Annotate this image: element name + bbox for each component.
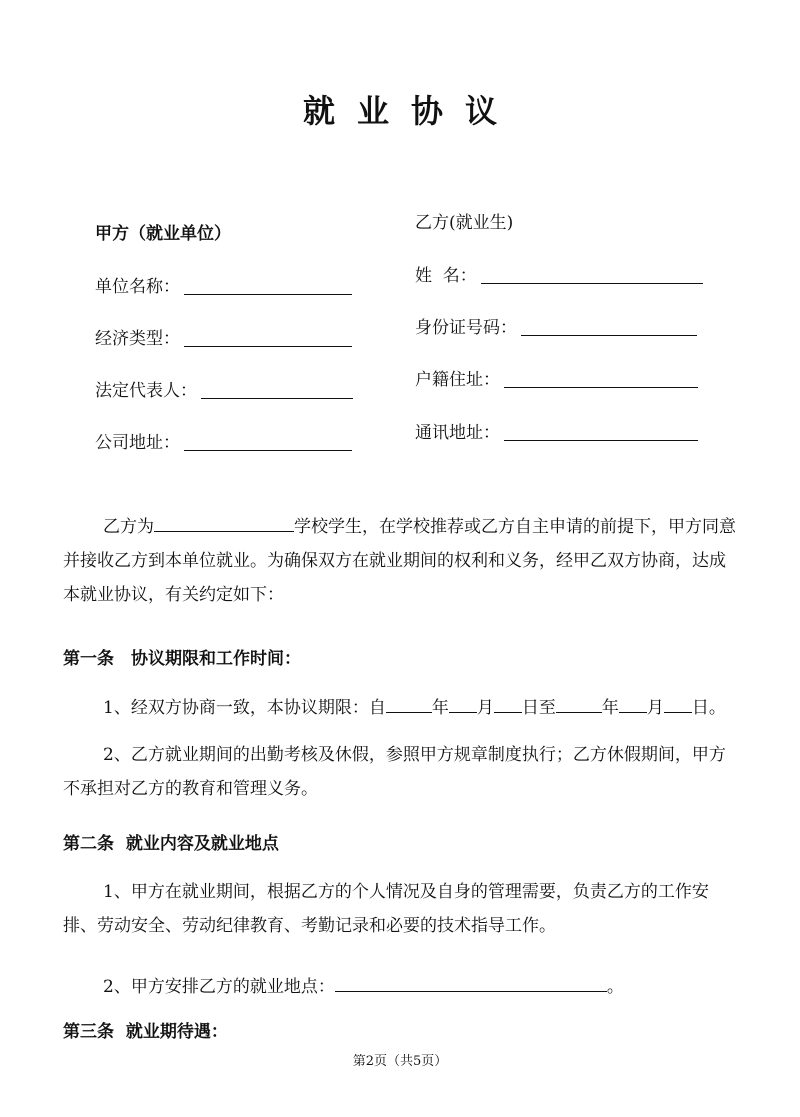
- party-a-address-field: [95, 432, 352, 454]
- party-b-household-field: [415, 369, 698, 391]
- article-2-clause-1: 1、甲方在就业期间，根据乙方的个人情况及自身的管理需要，负责乙方的工作安排、劳动安全、劳动纪律教育、考勤记录和必要的技术指导工作。: [63, 882, 709, 936]
- name-blank[interactable]: [481, 265, 703, 284]
- day-label: 日。: [691, 698, 726, 718]
- legal-rep-blank[interactable]: [201, 380, 353, 399]
- party-a-legal-rep-field: [95, 380, 353, 402]
- article-2-clause-2: [103, 973, 624, 998]
- end-month-blank[interactable]: [619, 694, 647, 713]
- start-year-blank[interactable]: [386, 694, 432, 713]
- article-2-heading: 第二条 就业内容及就业地点: [63, 834, 279, 854]
- article-1-heading: 第一条 协议期限和工作时间：: [63, 649, 301, 669]
- article-1-clause-2: 2、乙方就业期间的出勤考核及休假，参照甲方规章制度执行；乙方休假期间，甲方不承担对乙方的教育和管理义务。: [63, 745, 726, 799]
- field-label: 法定代表人：: [95, 381, 197, 401]
- work-location-blank[interactable]: [335, 973, 607, 992]
- party-a-heading: 甲方（就业单位）: [95, 224, 231, 244]
- intro-paragraph: [63, 510, 740, 612]
- month-label: 月: [646, 698, 664, 718]
- field-label: 公司地址：: [95, 433, 180, 453]
- clause-end: 。: [606, 977, 624, 997]
- mailing-address-blank[interactable]: [504, 422, 698, 441]
- party-b-name-field: [415, 265, 703, 287]
- start-day-blank[interactable]: [494, 694, 522, 713]
- field-label: 户籍住址：: [415, 370, 500, 390]
- day-label: 日至: [521, 698, 556, 718]
- field-label: 经济类型：: [95, 329, 180, 349]
- school-name-blank[interactable]: [154, 515, 294, 532]
- article-1-clause-1: [103, 694, 726, 719]
- year-label: 年: [431, 698, 449, 718]
- end-year-blank[interactable]: [556, 694, 602, 713]
- field-label: 通讯地址：: [415, 423, 500, 443]
- party-b-mailing-field: [415, 422, 698, 444]
- unit-name-blank[interactable]: [184, 276, 352, 295]
- party-a-economic-type-field: [95, 328, 352, 350]
- field-label: 单位名称：: [95, 277, 180, 297]
- year-label: 年: [601, 698, 619, 718]
- month-label: 月: [476, 698, 494, 718]
- party-b-heading: 乙方(就业生): [415, 213, 514, 233]
- field-label: 姓 名：: [415, 266, 477, 286]
- intro-text-2: 学校学生，在学校推荐或乙方自主申请的前提下，甲方同意并接收乙方到本单位就业。为确保双方在就业期间的权利和义务，经甲乙双方协商，达成本就业协议，有关约定如下：: [63, 517, 736, 605]
- end-day-blank[interactable]: [664, 694, 692, 713]
- household-address-blank[interactable]: [504, 369, 698, 388]
- field-label: 身份证号码：: [415, 318, 517, 338]
- clause-text: 1、经双方协商一致，本协议期限：自: [103, 698, 386, 718]
- page-footer: 第2页（共5页）: [352, 1054, 448, 1069]
- clause-text: 2、甲方安排乙方的就业地点：: [103, 977, 335, 997]
- article-3-heading: 第三条 就业期待遇：: [63, 1022, 228, 1042]
- start-month-blank[interactable]: [449, 694, 477, 713]
- company-address-blank[interactable]: [184, 432, 352, 451]
- party-a-unit-name-field: [95, 276, 352, 298]
- id-number-blank[interactable]: [521, 317, 697, 336]
- document-title: 就业协议: [302, 92, 519, 130]
- party-b-id-field: [415, 317, 697, 339]
- intro-text-1: 乙方为: [103, 517, 154, 537]
- economic-type-blank[interactable]: [184, 328, 352, 347]
